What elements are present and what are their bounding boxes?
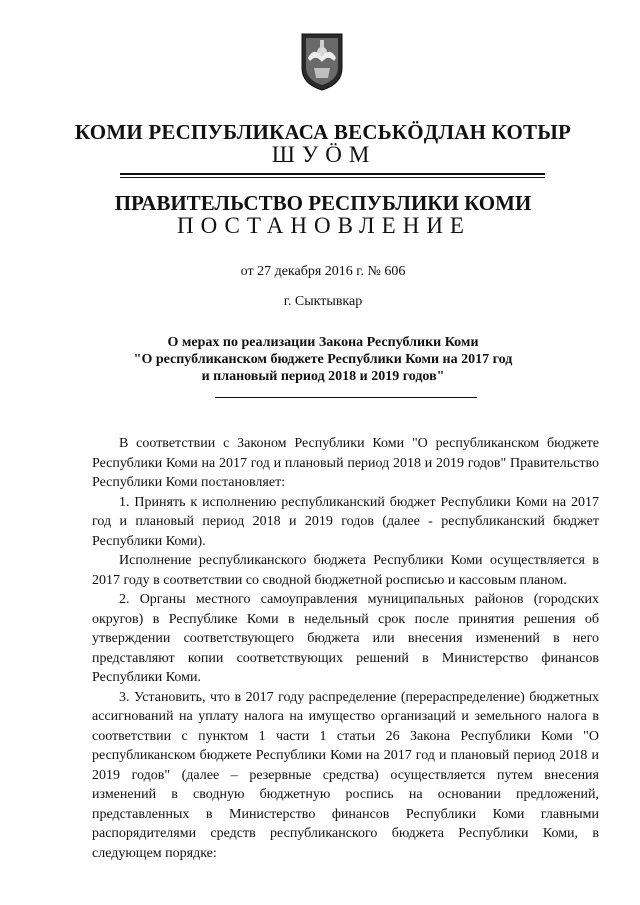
paragraph-item-3: 3. Установить, что в 2017 году распределение (перераспределение) бюджетных ассигнований на уплату налога на имущество организаций и земельного налога в соответствии с пунктом 1 части 1 статьи 26 Закона Республики Коми "О республиканском бюджете Республики Коми на 2017 год и плановый период 2018 и 2019 годов" (далее – резервные средства) осуществляется путем внесения изменений в сводную бюджетную роспись на основании предложений, представленных в Министерство финансов Республики Коми главными распорядителями средств республиканского бюджета Республики Коми, в следующем порядке:: [92, 689, 599, 861]
header-resolution: ПОСТАНОВЛЕНИЕ: [177, 213, 471, 238]
header-divider-thick: [120, 173, 545, 175]
header-komi-shuom: ШУӦМ: [271, 142, 377, 167]
paragraph-execution: Исполнение республиканского бюджета Республики Коми осуществляется в 2017 году в соответствии со сводной бюджетной росписью и кассовым планом.: [92, 553, 599, 588]
header-komi-line: КОМИ РЕСПУБЛИКАСА ВЕСЬКӦДЛАН КОТЫР: [74, 120, 572, 144]
paragraph-item-1: 1. Принять к исполнению республиканский бюджет Республики Коми на 2017 год и плановый период 2018 и 2019 годов (далее - республиканский бюджет Республики Коми).: [92, 494, 599, 549]
header-government: ПРАВИТЕЛЬСТВО РЕСПУБЛИКИ КОМИ: [114, 191, 532, 215]
document-date-number: от 27 декабря 2016 г. № 606: [240, 264, 406, 279]
title-line-3: и плановый период 2018 и 2019 годов": [201, 369, 445, 384]
title-line-1: О мерах по реализации Закона Республики Коми: [167, 335, 479, 350]
document-body: [92, 434, 599, 863]
title-line-2: "О республиканском бюджете Республики Коми на 2017 год: [133, 352, 513, 367]
document-city: г. Сыктывкар: [283, 294, 363, 309]
paragraph-preamble: В соответствии с Законом Республики Коми "О республиканском бюджете Республики Коми на 2017 год и плановый период 2018 и 2019 годов" Правительство Республики Коми постановляет:: [92, 436, 599, 490]
header-divider-thin: [120, 177, 545, 178]
paragraph-item-2: 2. Органы местного самоуправления муниципальных районов (городских округов) в Республике Коми в недельный срок после принятия решения об утверждении соответствующего бюджета или внесения изменений в него представляют копии соответствующих решений в Министерство финансов Республики Коми.: [92, 592, 599, 685]
title-underline: [215, 397, 477, 398]
coat-of-arms-emblem: [298, 28, 346, 92]
document-title: [0, 334, 640, 385]
